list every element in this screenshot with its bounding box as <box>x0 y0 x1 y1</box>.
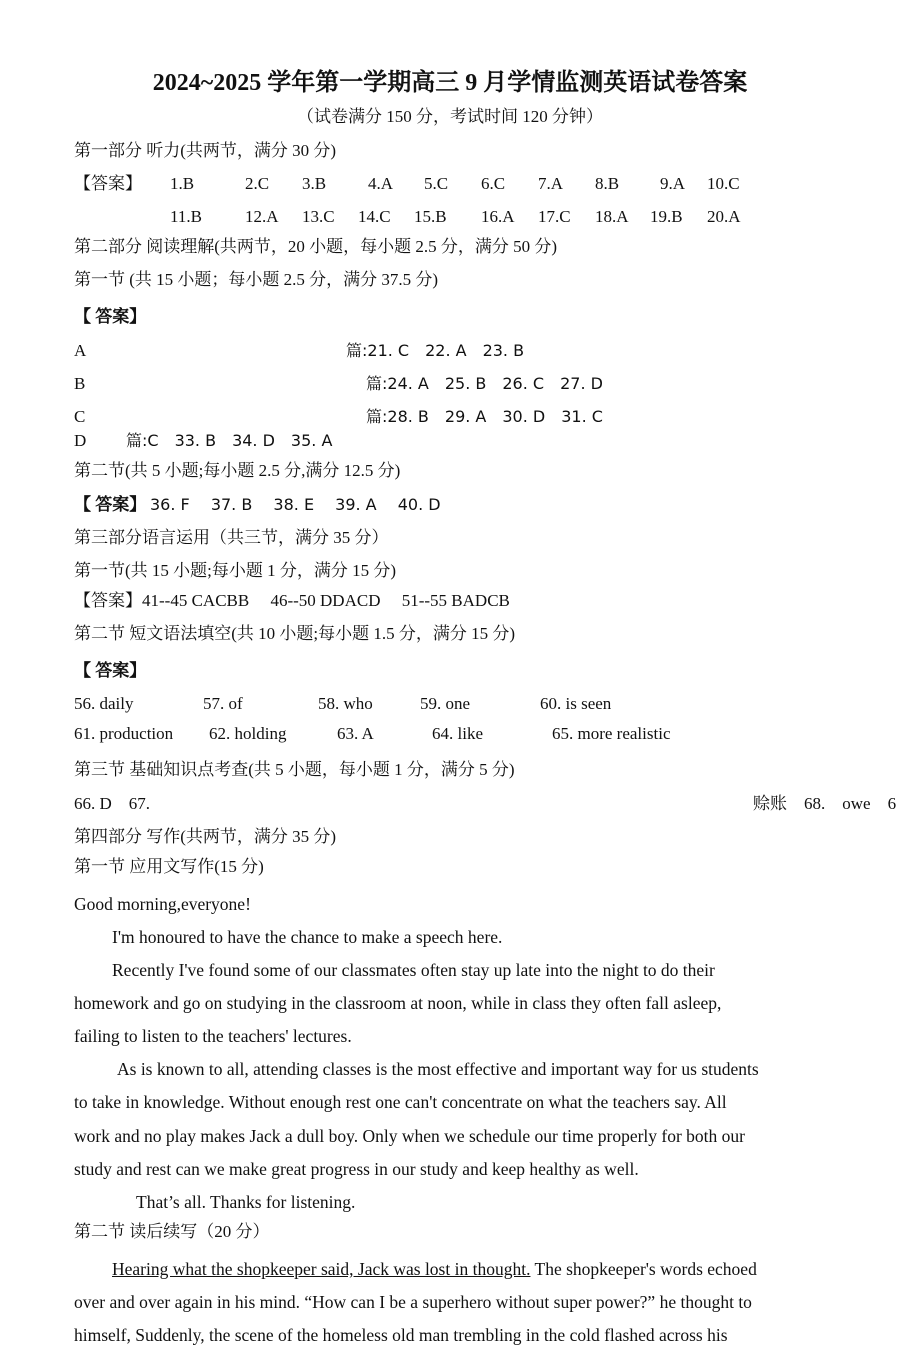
page-subtitle: （试卷满分 150 分，考试时间 120 分钟） <box>297 107 603 126</box>
listening-answer: 6.C <box>481 174 506 193</box>
passage-letter: C <box>74 407 86 426</box>
listening-answer: 16.A <box>481 207 515 226</box>
part4-sec2-heading: 第二节 读后续写（20 分） <box>74 1222 270 1241</box>
listening-answer: 4.A <box>368 174 394 193</box>
listening-answer: 18.A <box>595 207 629 226</box>
grammar-answer: 62. holding <box>209 724 287 743</box>
listening-answer: 10.C <box>707 174 740 193</box>
listening-answer: 2.C <box>245 174 270 193</box>
part3-sec3-answers-left: 66. D 67. <box>74 794 151 813</box>
part4-sec1-heading: 第一节 应用文写作(15 分) <box>74 857 264 876</box>
continuation-line <box>112 1258 757 1280</box>
grammar-answer: 65. more realistic <box>552 724 671 743</box>
part3-sec2-heading: 第二节 短文语法填空(共 10 小题;每小题 1.5 分，满分 15 分) <box>74 624 516 643</box>
grammar-answer: 58. who <box>318 694 373 713</box>
listening-answer: 3.B <box>302 174 327 193</box>
grammar-answer: 56. daily <box>74 694 134 713</box>
passage-letter: D <box>74 431 87 450</box>
essay-line: Good morning,everyone! <box>74 894 251 914</box>
listening-answer: 15.B <box>414 207 447 226</box>
essay-line: That’s all. Thanks for listening. <box>136 1192 356 1212</box>
part3-sec3-answers-right: 赊账 68. owe 6 <box>753 794 897 813</box>
passage-answers: 篇:24. A 25. B 26. C 27. D <box>366 374 603 393</box>
continuation-line-rest: The shopkeeper's words echoed <box>530 1259 757 1279</box>
passage-letter: B <box>74 374 86 393</box>
listening-answer: 11.B <box>170 207 202 226</box>
part2-sec1-heading: 第一节 (共 15 小题；每小题 2.5 分，满分 37.5 分) <box>74 270 439 289</box>
part2-sec2-label: 【 答案】 <box>74 495 147 514</box>
listening-answer: 20.A <box>707 207 741 226</box>
continuation-line: himself, Suddenly, the scene of the homeless old man trembling in the cold flashed across his <box>74 1325 728 1345</box>
part3-sec1-answers: 【答案】41--45 CACBB 46--50 DDACD 51--55 BADCB <box>74 591 510 610</box>
listening-answer: 19.B <box>650 207 683 226</box>
essay-line: work and no play makes Jack a dull boy. Only when we schedule our time properly for both our <box>74 1126 745 1146</box>
listening-answer: 1.B <box>170 174 195 193</box>
listening-answer: 14.C <box>358 207 391 226</box>
essay-line: Recently I've found some of our classmates often stay up late into the night to do their <box>112 960 715 980</box>
continuation-underlined-sentence: Hearing what the shopkeeper said, Jack was lost in thought. <box>112 1259 531 1279</box>
page-title: 2024~2025 学年第一学期高三 9 月学情监测英语试卷答案 <box>152 70 748 96</box>
essay-line: homework and go on studying in the classroom at noon, while in class they often fall asleep, <box>74 993 722 1013</box>
grammar-answer: 64. like <box>432 724 483 743</box>
passage-answers: 篇:C 33. B 34. D 35. A <box>126 431 333 450</box>
continuation-line: over and over again in his mind. “How can I be a superhero without super power?” he thought to <box>74 1292 752 1312</box>
part2-sec2-heading: 第二节(共 5 小题;每小题 2.5 分,满分 12.5 分) <box>74 461 401 480</box>
listening-answer: 17.C <box>538 207 571 226</box>
grammar-answer: 63. A <box>337 724 374 743</box>
part2-heading: 第二部分 阅读理解(共两节，20 小题，每小题 2.5 分，满分 50 分) <box>74 237 558 256</box>
part3-sec2-label: 【 答案】 <box>74 661 147 680</box>
listening-answer: 12.A <box>245 207 279 226</box>
listening-answer: 7.A <box>538 174 564 193</box>
part3-sec3-heading: 第三节 基础知识点考查(共 5 小题，每小题 1 分，满分 5 分) <box>74 760 515 779</box>
part2-answer-label: 【 答案】 <box>74 307 147 326</box>
essay-line: I'm honoured to have the chance to make a speech here. <box>112 927 503 947</box>
grammar-answer: 59. one <box>420 694 471 713</box>
grammar-answer: 57. of <box>203 694 243 713</box>
listening-answer: 5.C <box>424 174 449 193</box>
listening-answer: 8.B <box>595 174 620 193</box>
grammar-answer: 60. is seen <box>540 694 612 713</box>
part1-heading: 第一部分 听力(共两节，满分 30 分) <box>74 141 337 160</box>
part4-heading: 第四部分 写作(共两节，满分 35 分) <box>74 827 337 846</box>
essay-line: study and rest can we make great progress in our study and keep healthy as well. <box>74 1159 639 1179</box>
passage-answers: 篇:21. C 22. A 23. B <box>346 341 525 360</box>
essay-line: As is known to all, attending classes is the most effective and important way for us students <box>117 1059 759 1079</box>
part2-sec2-answers: 36. F 37. B 38. E 39. A 40. D <box>150 495 441 514</box>
passage-answers: 篇:28. B 29. A 30. D 31. C <box>366 407 603 426</box>
passage-letter: A <box>74 341 87 360</box>
essay-line: failing to listen to the teachers' lectures. <box>74 1026 352 1046</box>
listening-answer: 9.A <box>660 174 686 193</box>
essay-line: to take in knowledge. Without enough rest one can't concentrate on what the teachers say. All <box>74 1092 727 1112</box>
grammar-answer: 61. production <box>74 724 174 743</box>
part3-heading: 第三部分语言运用（共三节，满分 35 分） <box>74 528 389 547</box>
part3-sec1-heading: 第一节(共 15 小题;每小题 1 分，满分 15 分) <box>74 561 397 580</box>
part1-answer-label: 【答案】 <box>74 174 142 193</box>
listening-answer: 13.C <box>302 207 335 226</box>
